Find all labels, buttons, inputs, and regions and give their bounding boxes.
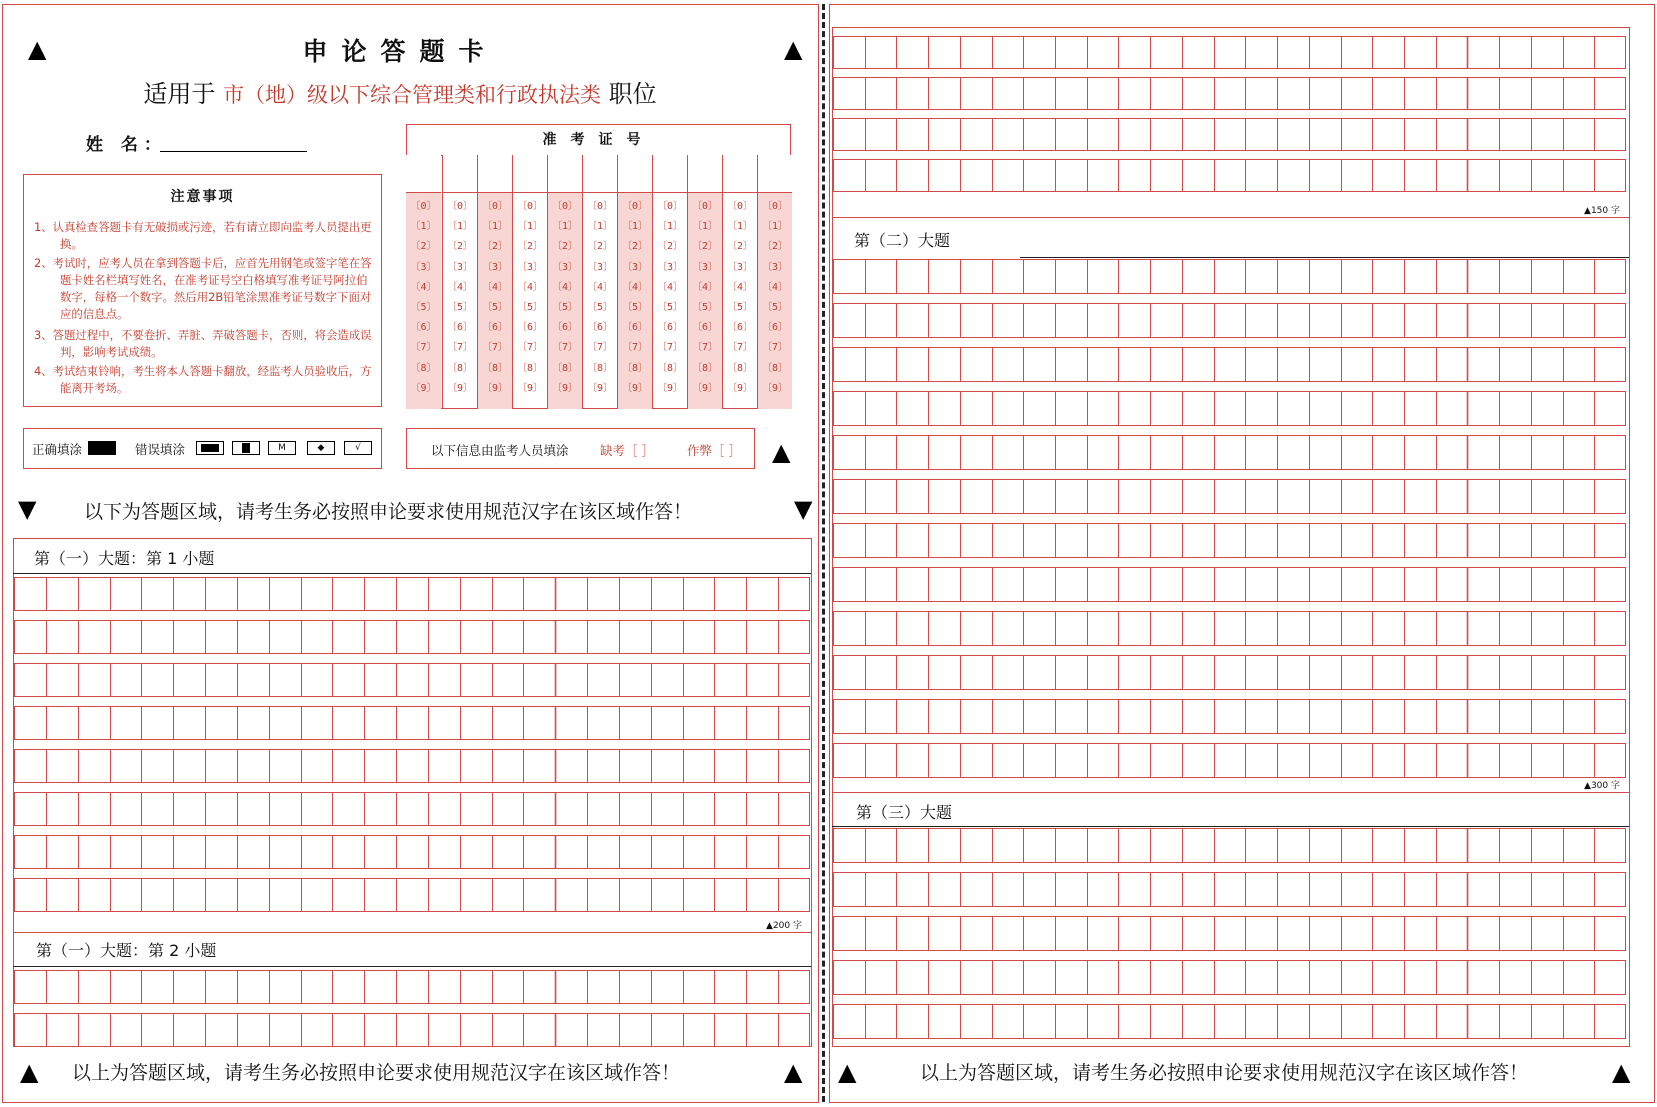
exam-id-digit-bubble[interactable]: 〔5〕	[761, 302, 789, 314]
exam-id-digit-bubble[interactable]: 〔6〕	[551, 322, 579, 334]
exam-id-box	[406, 124, 791, 409]
exam-id-write-box[interactable]	[723, 155, 757, 193]
exam-id-digit-bubble[interactable]: 〔9〕	[446, 382, 474, 394]
exam-id-digit-bubble[interactable]: 〔9〕	[410, 382, 437, 394]
exam-id-digit-bubble[interactable]: 〔6〕	[726, 322, 754, 334]
answer-grid-q1-2[interactable]	[14, 970, 810, 1056]
exam-id-digit-bubble[interactable]: 〔6〕	[691, 322, 719, 334]
corner-marker-top-right: ▲	[784, 35, 803, 63]
section-q3-label: 第（三）大题	[856, 803, 953, 822]
exam-id-digit-bubble[interactable]: 〔1〕	[691, 221, 719, 233]
fill-guide-box	[23, 428, 382, 469]
section-q2-top-rule	[832, 217, 1629, 218]
exam-id-column[interactable]	[512, 155, 547, 409]
exam-id-digit-bubble[interactable]: 〔0〕	[621, 201, 649, 212]
applicable-positions	[0, 74, 800, 109]
exam-id-digit-bubble[interactable]: 〔5〕	[410, 302, 437, 314]
section-q1-2-top-rule	[13, 932, 811, 933]
marker-bottom-right-2: ▲	[1612, 1058, 1631, 1086]
exam-id-digit-bubble[interactable]: 〔5〕	[551, 302, 579, 314]
exam-id-digit-bubble[interactable]: 〔2〕	[481, 241, 509, 253]
section-q1-1-rule	[13, 573, 811, 574]
page-title: 申论答题卡	[302, 37, 498, 66]
answer-grid-q2[interactable]	[833, 259, 1626, 787]
exam-id-digit-bubble[interactable]: 〔8〕	[691, 362, 719, 374]
exam-id-digit-bubble[interactable]: 〔3〕	[621, 261, 649, 273]
applies-suffix: 职位	[608, 80, 657, 108]
proctor-box	[406, 428, 755, 469]
exam-id-digit-bubble[interactable]: 〔0〕	[726, 201, 754, 212]
exam-id-digit-bubble[interactable]: 〔3〕	[446, 261, 474, 273]
exam-id-digit-bubble[interactable]: 〔5〕	[656, 302, 684, 314]
exam-id-digit-bubble[interactable]: 〔8〕	[761, 362, 789, 374]
exam-id-digit-bubble[interactable]: 〔0〕	[656, 201, 684, 212]
wrong-fill-sample-5: √	[344, 441, 372, 455]
answer-grid-q1-1[interactable]	[14, 577, 810, 921]
exam-id-digit-bubble[interactable]: 〔0〕	[761, 201, 789, 212]
exam-id-digit-bubble[interactable]: 〔7〕	[446, 342, 474, 354]
note-item-4: 4、考试结束铃响，考生将本人答题卡翻放，经监考人员验收后，方能离开考场。	[34, 364, 372, 395]
exam-id-digit-bubble[interactable]: 〔8〕	[446, 362, 474, 374]
exam-id-digit-bubble[interactable]: 〔7〕	[481, 342, 509, 354]
exam-id-column[interactable]	[617, 155, 652, 409]
count-label-300: ▲300 字	[1584, 781, 1620, 791]
exam-id-digit-bubble[interactable]: 〔3〕	[726, 261, 754, 273]
exam-id-title: 准考证号	[407, 125, 790, 156]
exam-id-digit-bubble[interactable]: 〔8〕	[516, 362, 544, 374]
exam-id-digit-bubble[interactable]: 〔3〕	[691, 261, 719, 273]
note-item-2: 2、考试时，应考人员在拿到答题卡后，应首先用钢笔或签字笔在答题卡姓名栏填写姓名，在准考证号空白格填写准考证号阿拉伯数字，每格一个数字。然后用2B铅笔涂黑准考证号数字下面对应的信息点。	[34, 256, 372, 321]
exam-id-digit-bubble[interactable]: 〔4〕	[656, 281, 684, 293]
exam-id-digit-bubble[interactable]: 〔2〕	[410, 241, 437, 253]
exam-id-column[interactable]	[547, 155, 582, 409]
wrong-fill-sample-2	[232, 441, 260, 455]
exam-id-digit-bubble[interactable]: 〔4〕	[516, 281, 544, 293]
exam-id-digit-bubble[interactable]: 〔4〕	[410, 281, 437, 293]
exam-id-digit-bubble[interactable]: 〔1〕	[726, 221, 754, 233]
exam-id-digit-bubble[interactable]: 〔1〕	[656, 221, 684, 233]
answer-grid-q1-continued[interactable]	[833, 36, 1626, 200]
applies-prefix: 适用于	[143, 80, 216, 108]
grid-lines	[14, 577, 810, 921]
exam-id-digit-bubble[interactable]: 〔4〕	[761, 281, 789, 293]
note-item-1: 1、认真检查答题卡有无破损或污迹，若有请立即向监考人员提出更换。	[34, 220, 372, 251]
exam-id-write-box[interactable]	[583, 155, 617, 193]
exam-id-digit-bubble[interactable]: 〔8〕	[726, 362, 754, 374]
exam-id-digit-bubble[interactable]: 〔7〕	[410, 342, 437, 354]
exam-id-digit-bubble[interactable]: 〔6〕	[410, 322, 437, 334]
exam-id-digit-bubble[interactable]: 〔2〕	[656, 241, 684, 253]
exam-id-digit-bubble[interactable]: 〔7〕	[656, 342, 684, 354]
exam-id-digit-bubble[interactable]: 〔6〕	[761, 322, 789, 334]
exam-id-digit-bubble[interactable]: 〔2〕	[551, 241, 579, 253]
exam-id-write-box[interactable]	[443, 155, 477, 193]
exam-id-digit-bubble[interactable]: 〔7〕	[621, 342, 649, 354]
marker-bottom-left-2: ▲	[784, 1058, 803, 1086]
exam-id-digit-bubble[interactable]: 〔3〕	[410, 261, 437, 273]
answer-area-bottom-instruction-left: 以上为答题区域，请考生务必按照申论要求使用规范汉字在该区域作答！	[72, 1062, 681, 1084]
section-q1-2-label: 第（一）大题：第 2 小题	[36, 941, 217, 960]
exam-id-digit-bubble[interactable]: 〔1〕	[446, 221, 474, 233]
exam-id-digit-bubble[interactable]: 〔3〕	[551, 261, 579, 273]
exam-id-digit-bubble[interactable]: 〔2〕	[516, 241, 544, 253]
exam-id-digit-bubble[interactable]: 〔1〕	[761, 221, 789, 233]
cheat-mark[interactable]: 作弊［ ］	[687, 443, 741, 458]
exam-id-digit-bubble[interactable]: 〔1〕	[621, 221, 649, 233]
exam-id-write-box[interactable]	[478, 155, 512, 193]
exam-id-digit-bubble[interactable]: 〔6〕	[586, 322, 614, 334]
exam-id-digit-bubble[interactable]: 〔7〕	[691, 342, 719, 354]
exam-id-digit-bubble[interactable]: 〔9〕	[516, 382, 544, 394]
exam-id-digit-bubble[interactable]: 〔0〕	[516, 201, 544, 212]
exam-id-digit-bubble[interactable]: 〔3〕	[656, 261, 684, 273]
grid-lines	[833, 828, 1626, 1048]
exam-id-digit-bubble[interactable]: 〔0〕	[691, 201, 719, 212]
exam-id-digit-bubble[interactable]: 〔7〕	[516, 342, 544, 354]
exam-id-column[interactable]	[757, 155, 792, 409]
exam-id-column[interactable]	[406, 155, 441, 409]
section-q1-2-rule	[13, 966, 811, 967]
corner-marker-top-left: ▲	[28, 35, 47, 63]
exam-id-digit-bubble[interactable]: 〔9〕	[691, 382, 719, 394]
notes-box	[23, 174, 382, 407]
wrong-fill-sample-3: M	[268, 441, 296, 455]
exam-id-digit-bubble[interactable]: 〔8〕	[481, 362, 509, 374]
exam-id-digit-bubble[interactable]: 〔6〕	[516, 322, 544, 334]
exam-id-digit-bubble[interactable]: 〔0〕	[410, 201, 437, 212]
exam-id-digit-bubble[interactable]: 〔9〕	[726, 382, 754, 394]
exam-id-digit-bubble[interactable]: 〔4〕	[551, 281, 579, 293]
exam-id-digit-bubble[interactable]: 〔5〕	[481, 302, 509, 314]
exam-id-digit-bubble[interactable]: 〔1〕	[410, 221, 437, 233]
exam-id-digit-bubble[interactable]: 〔0〕	[551, 201, 579, 212]
exam-id-digit-bubble[interactable]: 〔6〕	[446, 322, 474, 334]
applies-scope: 市（地）级以下综合管理类和行政执法类	[223, 83, 601, 107]
exam-id-digit-bubble[interactable]: 〔9〕	[656, 382, 684, 394]
exam-id-digit-bubble[interactable]: 〔4〕	[691, 281, 719, 293]
answer-area-bottom-instruction-right: 以上为答题区域，请考生务必按照申论要求使用规范汉字在该区域作答！	[920, 1062, 1529, 1084]
count-label-200: ▲200 字	[766, 921, 802, 931]
exam-id-digit-bubble[interactable]: 〔5〕	[621, 302, 649, 314]
exam-id-digit-bubble[interactable]: 〔2〕	[691, 241, 719, 253]
exam-id-digit-bubble[interactable]: 〔2〕	[446, 241, 474, 253]
exam-id-digit-bubble[interactable]: 〔1〕	[551, 221, 579, 233]
grid-lines	[14, 970, 810, 1056]
fold-divider	[822, 4, 825, 1102]
exam-id-digit-bubble[interactable]: 〔8〕	[410, 362, 437, 374]
exam-id-digit-bubble[interactable]: 〔5〕	[446, 302, 474, 314]
exam-id-column[interactable]	[687, 155, 722, 409]
correct-fill-sample	[88, 441, 116, 455]
absent-mark[interactable]: 缺考［ ］	[600, 443, 654, 458]
exam-id-digit-bubble[interactable]: 〔2〕	[621, 241, 649, 253]
note-item-3: 3、答题过程中，不要卷折、弄脏、弄破答题卡，否则，将会造成误判，影响考试成绩。	[34, 328, 372, 359]
marker-proctor-right: ▲	[772, 438, 791, 466]
exam-id-column[interactable]	[722, 155, 757, 409]
grid-lines	[833, 36, 1626, 200]
exam-id-digit-bubble[interactable]: 〔0〕	[586, 201, 614, 212]
wrong-fill-sample-4: ◆	[307, 441, 335, 455]
wrong-fill-label: 错误填涂	[135, 442, 186, 457]
exam-id-digit-bubble[interactable]: 〔2〕	[726, 241, 754, 253]
exam-id-digit-bubble[interactable]: 〔3〕	[481, 261, 509, 273]
exam-id-digit-bubble[interactable]: 〔6〕	[656, 322, 684, 334]
section-q2-label: 第（二）大题	[854, 231, 951, 250]
exam-id-digit-bubble[interactable]: 〔3〕	[761, 261, 789, 273]
exam-id-write-box[interactable]	[688, 155, 722, 193]
exam-id-write-box[interactable]	[758, 155, 792, 193]
exam-id-digit-bubble[interactable]: 〔1〕	[586, 221, 614, 233]
exam-id-digit-bubble[interactable]: 〔7〕	[761, 342, 789, 354]
exam-id-column[interactable]	[442, 155, 477, 409]
exam-id-digit-bubble[interactable]: 〔4〕	[586, 281, 614, 293]
exam-id-digit-bubble[interactable]: 〔4〕	[446, 281, 474, 293]
exam-id-digit-bubble[interactable]: 〔8〕	[621, 362, 649, 374]
exam-id-digit-bubble[interactable]: 〔9〕	[761, 382, 789, 394]
exam-id-digit-bubble[interactable]: 〔9〕	[481, 382, 509, 394]
exam-id-digit-bubble[interactable]: 〔5〕	[726, 302, 754, 314]
exam-id-digit-bubble[interactable]: 〔7〕	[726, 342, 754, 354]
correct-fill-label: 正确填涂	[32, 442, 83, 457]
exam-id-digit-bubble[interactable]: 〔7〕	[586, 342, 614, 354]
exam-id-digit-bubble[interactable]: 〔8〕	[551, 362, 579, 374]
exam-id-column[interactable]	[652, 155, 687, 409]
exam-id-digit-bubble[interactable]: 〔1〕	[516, 221, 544, 233]
section-q2-rule	[1020, 257, 1629, 258]
marker-down-left: ▼	[18, 495, 37, 523]
exam-id-digit-bubble[interactable]: 〔2〕	[761, 241, 789, 253]
name-field[interactable]	[160, 151, 307, 152]
exam-id-write-box[interactable]	[548, 155, 582, 193]
section-q3-rule	[832, 826, 1629, 827]
exam-id-digit-bubble[interactable]: 〔5〕	[586, 302, 614, 314]
exam-id-digit-bubble[interactable]: 〔5〕	[691, 302, 719, 314]
marker-bottom-left-1: ▲	[20, 1058, 39, 1086]
exam-id-digit-bubble[interactable]: 〔8〕	[656, 362, 684, 374]
wrong-fill-sample-1	[196, 441, 224, 455]
notes-title: 注意事项	[170, 189, 235, 205]
exam-id-write-box[interactable]	[618, 155, 652, 193]
exam-id-digit-bubble[interactable]: 〔3〕	[586, 261, 614, 273]
exam-id-write-box[interactable]	[406, 155, 441, 193]
exam-id-digit-bubble[interactable]: 〔9〕	[551, 382, 579, 394]
exam-id-digit-bubble[interactable]: 〔4〕	[481, 281, 509, 293]
exam-id-write-box[interactable]	[653, 155, 687, 193]
marker-down-right: ▼	[794, 495, 813, 523]
exam-id-digit-bubble[interactable]: 〔8〕	[586, 362, 614, 374]
exam-id-digit-bubble[interactable]: 〔6〕	[621, 322, 649, 334]
exam-id-digit-bubble[interactable]: 〔7〕	[551, 342, 579, 354]
exam-id-digit-bubble[interactable]: 〔5〕	[516, 302, 544, 314]
exam-id-digit-bubble[interactable]: 〔0〕	[446, 201, 474, 212]
exam-id-write-box[interactable]	[513, 155, 547, 193]
exam-id-digit-bubble[interactable]: 〔2〕	[586, 241, 614, 253]
exam-id-digit-bubble[interactable]: 〔9〕	[586, 382, 614, 394]
answer-area-top-instruction: 以下为答题区域，请考生务必按照申论要求使用规范汉字在该区域作答！	[84, 501, 693, 523]
exam-id-column[interactable]	[477, 155, 512, 409]
marker-bottom-right-1: ▲	[838, 1058, 857, 1086]
name-label: 姓 名：	[86, 135, 167, 155]
exam-id-digit-bubble[interactable]: 〔3〕	[516, 261, 544, 273]
exam-id-digit-bubble[interactable]: 〔4〕	[726, 281, 754, 293]
exam-id-digit-bubble[interactable]: 〔0〕	[481, 201, 509, 212]
exam-id-digit-bubble[interactable]: 〔1〕	[481, 221, 509, 233]
exam-id-column[interactable]	[582, 155, 617, 409]
exam-id-digit-bubble[interactable]: 〔4〕	[621, 281, 649, 293]
proctor-label: 以下信息由监考人员填涂	[431, 443, 569, 458]
exam-id-digit-bubble[interactable]: 〔9〕	[621, 382, 649, 394]
section-q3-top-rule	[832, 792, 1629, 793]
grid-lines	[833, 259, 1626, 787]
exam-id-digit-bubble[interactable]: 〔6〕	[481, 322, 509, 334]
count-label-150: ▲150 字	[1584, 206, 1620, 216]
section-q1-1-label: 第（一）大题：第 1 小题	[34, 549, 215, 568]
answer-grid-q3[interactable]	[833, 828, 1626, 1048]
